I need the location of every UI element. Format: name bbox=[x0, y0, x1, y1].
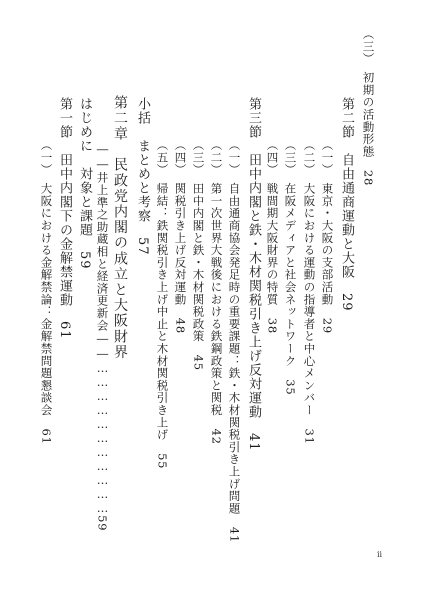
toc-entry-11 bbox=[174, 139, 186, 334]
toc-entry-page: 57 bbox=[135, 237, 150, 256]
toc-entry-page: 59 bbox=[77, 251, 92, 270]
toc-entry-page: 31 bbox=[302, 428, 317, 445]
toc-entry-label: （二） 大阪における運動の指導者と中心メンバー bbox=[302, 139, 317, 417]
toc-entry-page: 55 bbox=[155, 453, 170, 470]
toc-section-label: 小括 まとめと考察 bbox=[135, 97, 150, 223]
toc-entry-9 bbox=[210, 139, 222, 445]
toc-entry-label: （五） 帰結：鉄関税引き上げ中止と木材関税引き上げ bbox=[155, 139, 170, 441]
toc-entry-label: （一） 大阪における金解禁論：金解禁問題懇談会 bbox=[39, 139, 54, 417]
page-number: ii bbox=[377, 550, 383, 559]
toc-section-heading bbox=[58, 97, 71, 340]
toc-entry-4 bbox=[303, 139, 315, 445]
toc-entry-page: 42 bbox=[209, 428, 224, 445]
toc-section-label: はじめに 対象と課題 bbox=[77, 97, 92, 237]
toc-chapter-heading bbox=[113, 95, 127, 360]
toc-entry-page: 48 bbox=[173, 317, 188, 334]
toc-entry-6 bbox=[266, 139, 278, 334]
toc-entry-label: （四） 戦間期大阪財界の特質 bbox=[265, 139, 280, 306]
toc-entry-page: 28 bbox=[361, 169, 376, 187]
toc-entry-label: （四） 関税引き上げ反対運動 bbox=[173, 139, 188, 306]
toc-section-heading bbox=[247, 97, 260, 452]
toc-entry-page: 61 bbox=[39, 428, 54, 445]
toc-entry-1 bbox=[362, 28, 374, 186]
toc-entry-18 bbox=[40, 139, 52, 445]
toc-entry-label: （三） 在阪メディアと社会ネットワーク bbox=[283, 139, 298, 367]
toc-chapter-title: 第二章 民政党内閣の成立と大阪財界 bbox=[112, 95, 128, 361]
toc-entry-page: 61 bbox=[57, 321, 72, 340]
toc-entry-page: 35 bbox=[283, 379, 298, 396]
toc-entry-page: 45 bbox=[191, 354, 206, 371]
toc-chapter-subtitle-text: ――井上準之助蔵相と経済更新会―― bbox=[95, 142, 110, 362]
toc-entry-label: （三） 初期の活動形態 bbox=[361, 28, 376, 158]
toc-entry-page: 41 bbox=[227, 526, 242, 544]
toc-entry-label: （二） 第一次世界大戦後における鉄鋼政策と関税 bbox=[209, 139, 224, 417]
toc-entry-label: （一） 東京・大阪の支部活動 bbox=[320, 139, 335, 306]
toc-entry-page: 38 bbox=[265, 317, 280, 334]
toc-entry-page: 29 bbox=[339, 293, 354, 312]
toc-chapter-subtitle bbox=[96, 142, 108, 531]
toc-entry-8 bbox=[228, 139, 240, 543]
toc-entry-5 bbox=[284, 139, 296, 396]
toc-entry-label: （一） 自由通商協会発足時の重要課題：鉄・木材関税引き上げ問題 bbox=[227, 139, 242, 515]
toc-entry-page: 59 bbox=[95, 515, 110, 532]
toc-intro-heading bbox=[78, 97, 91, 270]
toc-entry-page: 29 bbox=[320, 317, 335, 334]
toc-section-label: 第二節 自由通商運動と大阪 bbox=[339, 97, 354, 279]
toc-section-heading bbox=[340, 97, 353, 312]
toc-entry-3 bbox=[321, 139, 333, 334]
toc-entry-label: （三） 田中内閣と鉄・木材関税政策 bbox=[191, 139, 206, 343]
toc-entry-page: 41 bbox=[246, 433, 261, 452]
toc-section-label: 第一節 田中内閣下の金解禁運動 bbox=[57, 97, 72, 307]
toc-section-label: 第三節 田中内閣と鉄・木材関税引き上げ反対運動 bbox=[246, 97, 261, 419]
toc-entry-12 bbox=[156, 139, 168, 469]
toc-entry-10 bbox=[192, 139, 204, 371]
toc-summary-heading bbox=[136, 97, 149, 256]
leader-dots: …………………………… bbox=[95, 361, 110, 516]
